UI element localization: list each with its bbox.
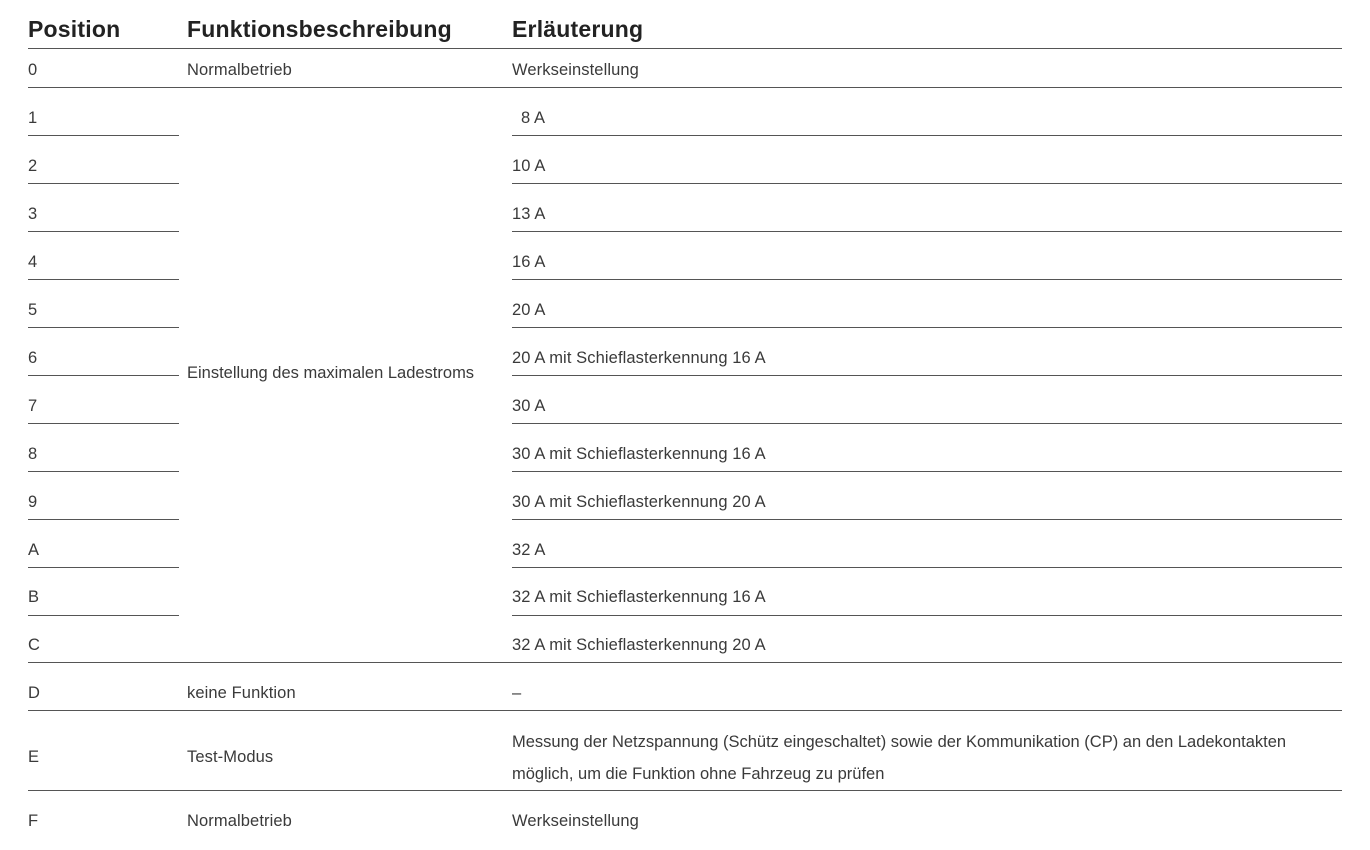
row-divider: [28, 183, 179, 184]
row-position: 7: [28, 397, 38, 415]
row-divider: [28, 471, 179, 472]
row-explanation: 32 A mit Schieflasterkennung 20 A: [512, 636, 766, 654]
row-position: 3: [28, 205, 38, 223]
row-explanation: 16 A: [512, 253, 546, 271]
row-explanation: 20 A: [512, 301, 546, 319]
row-explanation: 8 A: [521, 109, 546, 127]
row-position: B: [28, 588, 40, 606]
row-divider: [512, 615, 1342, 616]
row-divider: [512, 279, 1342, 280]
row-function: Test-Modus: [187, 748, 274, 766]
row-divider: [28, 375, 179, 376]
row-explanation: –: [512, 684, 522, 702]
row-divider: [28, 519, 179, 520]
row-divider: [28, 135, 179, 136]
row-position: 0: [28, 61, 38, 79]
row-explanation: 30 A mit Schieflasterkennung 20 A: [512, 493, 766, 511]
row-explanation: 13 A: [512, 205, 546, 223]
row-explanation-multiline: [512, 726, 1286, 790]
row-position: 1: [28, 109, 38, 127]
row-position: 9: [28, 493, 38, 511]
row-explanation: Werkseinstellung: [512, 61, 639, 79]
row-divider: [512, 327, 1342, 328]
row-explanation: 30 A mit Schieflasterkennung 16 A: [512, 445, 766, 463]
row-divider: [28, 279, 179, 280]
header-explanation: Erläuterung: [512, 16, 644, 42]
row-divider: [28, 231, 179, 232]
row-divider: [28, 662, 1342, 663]
row-divider: [28, 615, 179, 616]
row-position: 2: [28, 157, 38, 175]
row-divider: [512, 231, 1342, 232]
row-divider: [512, 375, 1342, 376]
row-explanation: 20 A mit Schieflasterkennung 16 A: [512, 349, 766, 367]
row-position: 8: [28, 445, 38, 463]
row-position: 5: [28, 301, 38, 319]
row-explanation: 32 A mit Schieflasterkennung 16 A: [512, 588, 766, 606]
row-divider: [28, 87, 1342, 88]
explanation-line-1: Messung der Netzspannung (Schütz eingeschaltet) sowie der Kommunikation (CP) an den Ladekontakten: [512, 733, 1287, 751]
row-divider: [512, 567, 1342, 568]
row-explanation: 10 A: [512, 157, 546, 175]
row-position: 6: [28, 349, 38, 367]
row-position: E: [28, 748, 40, 766]
row-position: C: [28, 636, 41, 654]
row-position: D: [28, 684, 41, 702]
row-divider: [512, 471, 1342, 472]
header-position: Position: [28, 16, 121, 42]
row-position: F: [28, 812, 39, 830]
merged-function-cell: Einstellung des maximalen Ladestroms: [187, 364, 475, 382]
explanation-line-2: möglich, um die Funktion ohne Fahrzeug zu prüfen: [512, 765, 885, 783]
row-divider: [28, 567, 179, 568]
row-divider: [28, 790, 1342, 791]
row-divider: [512, 423, 1342, 424]
row-divider: [512, 519, 1342, 520]
row-explanation: 30 A: [512, 397, 546, 415]
row-divider: [28, 710, 1342, 711]
row-function: keine Funktion: [187, 684, 296, 702]
row-divider: [512, 135, 1342, 136]
row-function: Normalbetrieb: [187, 812, 292, 830]
row-divider: [28, 423, 179, 424]
header-function: Funktionsbeschreibung: [187, 16, 452, 42]
row-function: Normalbetrieb: [187, 61, 292, 79]
row-divider: [28, 327, 179, 328]
row-explanation: 32 A: [512, 541, 546, 559]
row-divider: [512, 183, 1342, 184]
row-position: 4: [28, 253, 38, 271]
row-position: A: [28, 541, 40, 559]
header-divider: [28, 48, 1342, 49]
row-explanation: Werkseinstellung: [512, 812, 639, 830]
